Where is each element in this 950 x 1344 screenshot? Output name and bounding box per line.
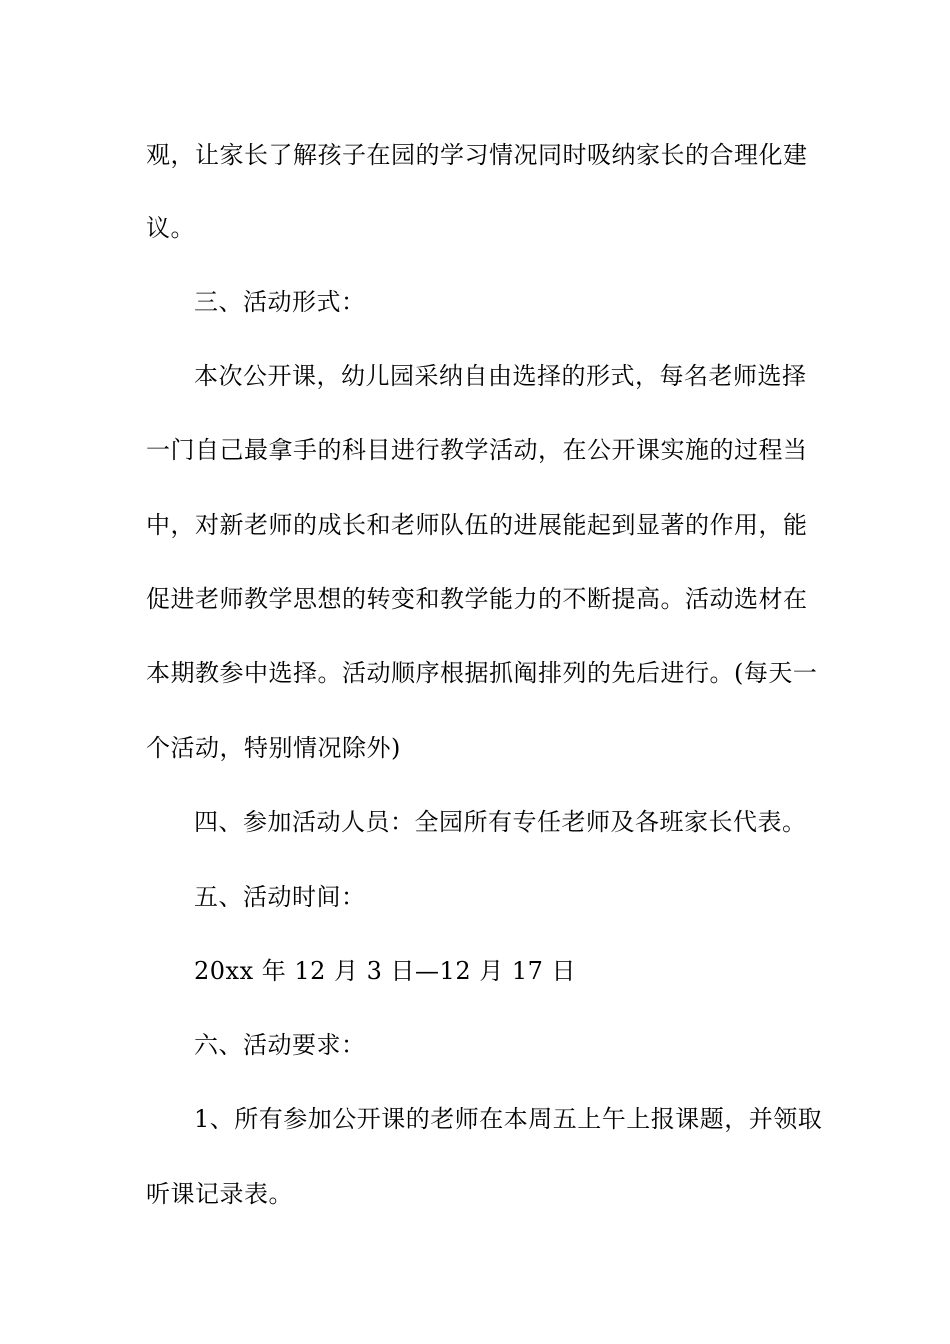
paragraph-line: 本期教参中选择。活动顺序根据抓阄排列的先后进行。(每天一	[146, 659, 818, 687]
section-heading: 四、参加活动人员：全园所有专任老师及各班家长代表。	[194, 808, 807, 836]
paragraph-line: 听课记录表。	[146, 1180, 293, 1208]
paragraph-line: 观，让家长了解孩子在园的学习情况同时吸纳家长的合理化建	[146, 141, 808, 169]
paragraph-line: 促进老师教学思想的转变和教学能力的不断提高。活动选材在	[146, 585, 808, 613]
paragraph-line: 1、所有参加公开课的老师在本周五上午上报课题，并领取	[194, 1105, 823, 1133]
paragraph-line: 一门自己最拿手的科目进行教学活动，在公开课实施的过程当	[146, 436, 808, 464]
date-range-line: 20xx 年 12 月 3 日—12 月 17 日	[194, 957, 577, 985]
section-heading: 六、活动要求：	[194, 1031, 366, 1059]
paragraph-line: 本次公开课，幼儿园采纳自由选择的形式，每名老师选择	[194, 362, 807, 390]
paragraph-line: 个活动，特别情况除外)	[146, 734, 401, 762]
section-heading: 五、活动时间：	[194, 883, 366, 911]
section-heading: 三、活动形式：	[194, 288, 366, 316]
paragraph-line: 中，对新老师的成长和老师队伍的进展能起到显著的作用，能	[146, 511, 808, 539]
paragraph-line: 议。	[146, 214, 195, 242]
